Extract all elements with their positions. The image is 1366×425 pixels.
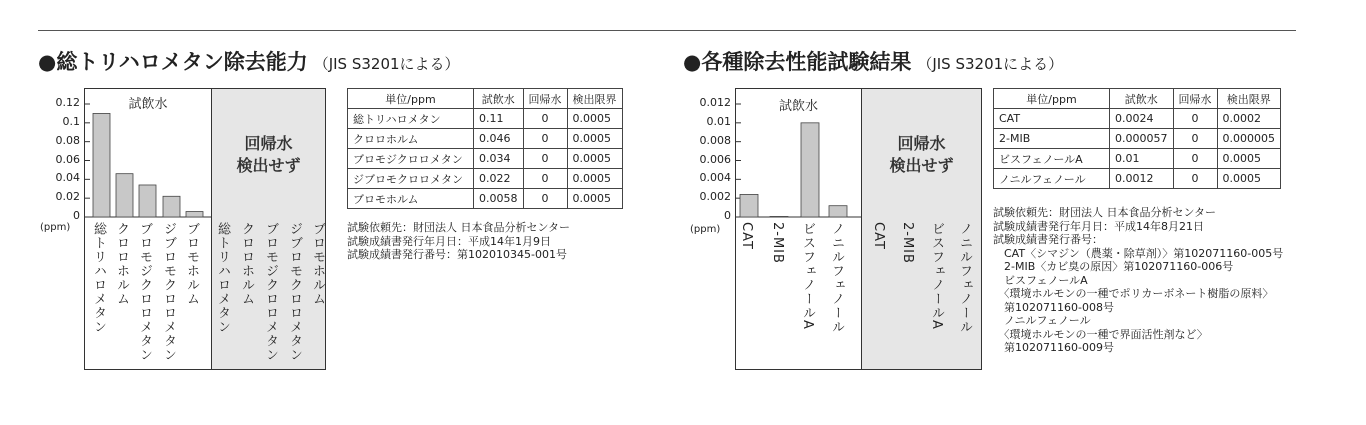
left-result-table: [347, 88, 623, 209]
y-tick-label: 0: [724, 209, 731, 222]
note-line: 試験成績書発行年月日：平成14年1月9日: [347, 234, 551, 248]
y-tick-label: 0.1: [62, 114, 80, 128]
table-cell: 0.0005: [567, 189, 622, 209]
right-heading-title: ●各種除去性能試験結果: [683, 50, 912, 74]
note-line: 試験成績書発行番号：第102010345-001号: [347, 248, 567, 261]
table-cell: ビスフェノールA: [994, 149, 1110, 169]
return-category-label: 2-MIB: [900, 222, 915, 264]
table-header-cell: 単位/ppm: [994, 89, 1110, 109]
table-cell: 0: [1173, 129, 1217, 149]
table-cell: 0: [523, 149, 567, 169]
note-line: ノニルフェノール: [993, 314, 1091, 327]
table-row: [348, 129, 623, 149]
tested-category-label: CAT: [739, 222, 754, 250]
left-table-header-row: [348, 89, 623, 109]
left-test-notes: [347, 221, 570, 262]
right-y-unit: (ppm): [690, 224, 721, 235]
table-cell: 0.0005: [1217, 149, 1281, 169]
table-row: [348, 149, 623, 169]
bar-試飲水-0: [740, 194, 758, 217]
tested-category-label: 2-MIB: [770, 222, 785, 264]
right-table-header-row: [994, 89, 1281, 109]
table-cell: 0.000005: [1217, 129, 1281, 149]
return-category-label: ノニルフェノール: [957, 222, 972, 334]
table-row: [994, 129, 1281, 149]
right-section-heading: [683, 46, 1063, 76]
return-category-label: ブロモホルム: [310, 222, 325, 306]
bar-試飲水-1: [770, 216, 788, 217]
left-heading-sub: （JIS S3201による）: [313, 55, 460, 73]
y-tick-label: 0.012: [699, 96, 731, 109]
y-tick-label: 0.01: [706, 114, 731, 128]
tested-category-label: 総トリハロメタン: [91, 222, 106, 334]
note-line: 2-MIB〈カビ臭の原因〉第102071160-006号: [993, 260, 1234, 273]
right-tested-label: 試飲水: [778, 99, 818, 114]
table-row: [348, 189, 623, 209]
table-cell: 0.01: [1110, 149, 1174, 169]
table-cell: 2-MIB: [994, 129, 1110, 149]
table-header-cell: 回帰水: [523, 89, 567, 109]
note-line: ビスフェノールA: [993, 273, 1088, 287]
return-category-label: CAT: [871, 222, 886, 250]
table-cell: 0.0005: [567, 169, 622, 189]
bar-試飲水-2: [801, 123, 819, 217]
bar-試飲水-1: [116, 174, 133, 217]
table-cell: 0: [1173, 169, 1217, 189]
table-cell: 0.0005: [567, 129, 622, 149]
table-row: [348, 109, 623, 129]
y-tick-label: 0.006: [699, 152, 731, 166]
table-cell: ノニルフェノール: [994, 169, 1110, 189]
return-category-label: クロロホルム: [239, 222, 254, 306]
note-line: CAT〈シマジン（農薬・除草剤）〉第102071160-005号: [993, 246, 1284, 260]
bar-試飲水-0: [93, 113, 110, 217]
note-line: 試験依頼先：財団法人 日本食品分析センター: [347, 221, 571, 234]
return-category-label: ブロモジクロロメタン: [263, 222, 278, 362]
right-return-no-detect: 回帰水 検出せず: [889, 134, 954, 175]
table-cell: 0: [523, 129, 567, 149]
table-cell: 0.000057: [1110, 129, 1174, 149]
table-cell: 0.022: [474, 169, 524, 189]
table-header-cell: 試飲水: [1110, 89, 1174, 109]
left-section-heading: [38, 46, 460, 76]
bar-試飲水-4: [186, 212, 203, 217]
table-header-cell: 試飲水: [474, 89, 524, 109]
left-y-unit: (ppm): [40, 222, 71, 233]
table-cell: 0: [523, 169, 567, 189]
table-cell: 0.0024: [1110, 109, 1174, 129]
tested-category-label: ブロモジクロロメタン: [137, 222, 152, 362]
note-line: 試験成績書発行年月日：平成14年8月21日: [993, 219, 1204, 233]
table-header-cell: 単位/ppm: [348, 89, 474, 109]
table-cell: 0.0005: [1217, 169, 1281, 189]
table-cell: クロロホルム: [348, 129, 474, 149]
table-cell: 0.0005: [567, 149, 622, 169]
table-cell: 0.0012: [1110, 169, 1174, 189]
right-heading-sub: （JIS S3201による）: [917, 55, 1064, 73]
y-tick-label: 0.02: [55, 190, 80, 204]
table-row: [994, 149, 1281, 169]
y-tick-label: 0.004: [699, 171, 731, 185]
table-header-cell: 検出限界: [567, 89, 622, 109]
note-line: 第102071160-009号: [993, 341, 1114, 354]
tested-category-label: ビスフェノールA: [800, 222, 815, 330]
table-cell: CAT: [994, 109, 1110, 129]
table-cell: 0: [523, 189, 567, 209]
table-cell: 0: [523, 109, 567, 129]
note-line: 〈環境ホルモンの一種でポリカーボネート樹脂の原料〉: [993, 287, 1274, 300]
table-cell: ジブロモクロロメタン: [348, 169, 474, 189]
table-cell: 総トリハロメタン: [348, 109, 474, 129]
y-tick-label: 0.06: [55, 152, 80, 166]
tested-category-label: ジブロモクロロメタン: [161, 222, 176, 362]
table-cell: 0.11: [474, 109, 524, 129]
note-line: 試験成績書発行番号：: [993, 233, 1103, 246]
top-rule: [38, 30, 1296, 31]
return-category-label: ビスフェノールA: [929, 222, 944, 330]
table-row: [994, 109, 1281, 129]
table-cell: 0.046: [474, 129, 524, 149]
tested-category-label: ブロモホルム: [184, 222, 199, 306]
y-tick-label: 0.08: [55, 133, 80, 147]
table-cell: 0.0005: [567, 109, 622, 129]
left-heading-title: ●総トリハロメタン除去能力: [38, 50, 308, 74]
bar-試飲水-3: [829, 206, 847, 217]
table-cell: 0.0002: [1217, 109, 1281, 129]
note-line: 〈環境ホルモンの一種で界面活性剤など〉: [993, 327, 1208, 341]
right-test-notes: [993, 206, 1283, 355]
left-tested-label: 試飲水: [128, 97, 168, 112]
table-cell: 0.0058: [474, 189, 524, 209]
table-header-cell: 回帰水: [1173, 89, 1217, 109]
right-result-table: [993, 88, 1281, 189]
note-line: 第102071160-008号: [993, 300, 1114, 314]
y-tick-label: 0.008: [699, 133, 731, 147]
tested-category-label: ノニルフェノール: [829, 222, 844, 334]
bar-試飲水-3: [163, 196, 180, 217]
bar-試飲水-2: [139, 185, 156, 217]
left-return-no-detect: 回帰水 検出せず: [236, 134, 301, 175]
return-category-label: ジブロモクロロメタン: [287, 222, 302, 362]
y-tick-label: 0.12: [55, 96, 80, 109]
table-header-cell: 検出限界: [1217, 89, 1281, 109]
y-tick-label: 0: [73, 209, 80, 222]
table-cell: 0: [1173, 109, 1217, 129]
table-cell: ブロモホルム: [348, 189, 474, 209]
table-cell: 0.034: [474, 149, 524, 169]
table-cell: ブロモジクロロメタン: [348, 149, 474, 169]
table-cell: 0: [1173, 149, 1217, 169]
y-tick-label: 0.002: [699, 190, 731, 204]
table-row: [994, 169, 1281, 189]
return-category-label: 総トリハロメタン: [215, 222, 230, 334]
y-tick-label: 0.04: [55, 171, 80, 185]
note-line: 試験依頼先：財団法人 日本食品分析センター: [993, 206, 1217, 219]
tested-category-label: クロロホルム: [114, 222, 129, 306]
table-row: [348, 169, 623, 189]
